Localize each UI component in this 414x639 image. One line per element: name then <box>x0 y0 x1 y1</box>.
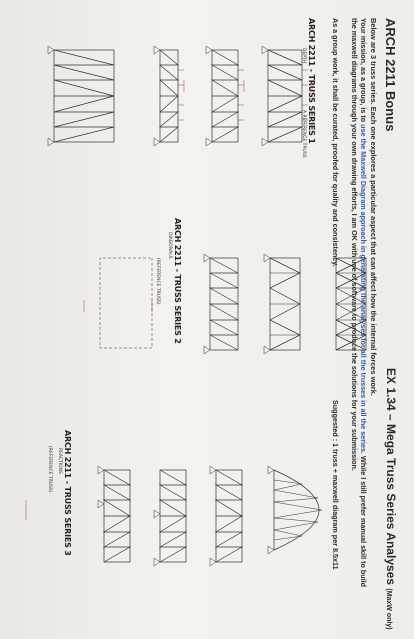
series-3-title: ARCH 2211 - TRUSS SERIES 3 <box>63 430 72 556</box>
intro-line-1: Below are 3 truss series. Each one explores a particular aspect that can affect how the internal forces work. <box>369 18 378 396</box>
truss-2a <box>204 254 238 354</box>
load-marks <box>26 80 312 520</box>
series-1-trusses <box>48 46 308 146</box>
series-3-trusses <box>98 466 322 566</box>
intro-text-b: While I still prefer manual skill to build the maxwell diagrams through your own drawing efforts, I am OK with use of software to produce the solutions for your submission. <box>350 18 368 588</box>
truss-3-arch <box>268 466 322 554</box>
truss-3c <box>98 466 130 562</box>
truss-2c <box>336 258 366 350</box>
series-1-subtitle: DEPTH <box>301 48 306 64</box>
exercise-code-text: EX 1.34 – Mega Truss Series Analyses <box>384 368 398 586</box>
series-3-subtitle: REACTIONS <box>57 448 62 474</box>
truss-2-reference <box>100 258 152 348</box>
series-2-note: (REFERENCE TRUSS) <box>155 258 160 305</box>
intro-line-3: As a group work, it shall be curated, proofed for quality and consistency. <box>331 18 340 267</box>
series-2-trusses <box>100 254 366 354</box>
truss-1a <box>262 46 308 146</box>
series-2-subtitle: DIAGONALS <box>167 232 172 259</box>
exercise-code-note: (MaxW only) <box>385 588 392 630</box>
truss-1b <box>206 46 244 146</box>
truss-1c <box>154 46 184 146</box>
intro-text-a: Your mission, as a group, is to <box>359 18 368 125</box>
intro-highlight: use the Maxwell Diagram approach in generating the analyses for all the trusses in all the series. <box>359 124 368 455</box>
series-1-note: A REFERENCE TRUSS <box>301 110 306 158</box>
series-3-note: (REFERENCE TRUSS) <box>47 446 52 493</box>
truss-3a <box>210 466 242 566</box>
truss-3b <box>154 470 186 566</box>
truss-2b <box>264 254 300 354</box>
series-2-title: ARCH 2211 - TRUSS SERIES 2 <box>173 218 182 344</box>
document-title: ARCH 2211 Bonus <box>383 18 398 132</box>
truss-1d <box>48 46 114 146</box>
series-1-title: ARCH 2211 - TRUSS SERIES 1 <box>307 18 316 144</box>
suggested-format: Suggested : 1 truss + maxwell diagram per 8.5x11 <box>331 400 340 570</box>
